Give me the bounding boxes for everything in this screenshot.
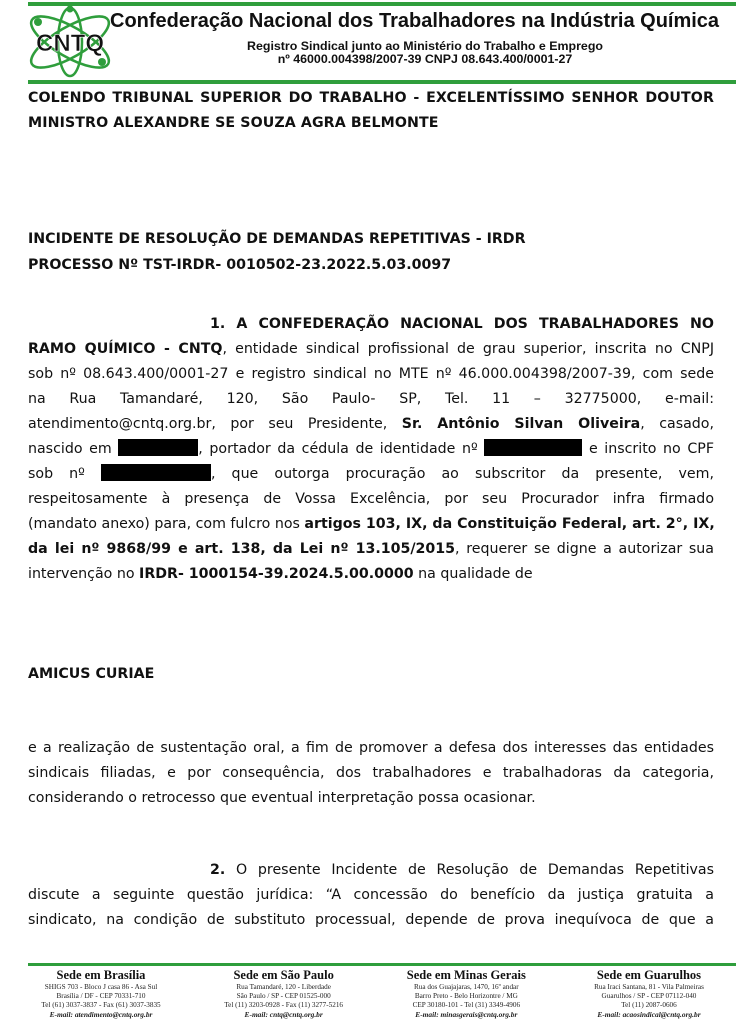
addressee-line-1: COLENDO TRIBUNAL SUPERIOR DO TRABALHO - EXCELENTÍSSIMO SENHOR DOUTOR — [28, 90, 714, 106]
footer-city: Guarulhos / SP - CEP 07112-040 — [601, 992, 697, 1000]
footer-phone: Tel (11) 3203-0928 - Fax (11) 3277-5216 — [224, 1001, 344, 1009]
footer-city: Barro Preto - Belo Horizontre / MG — [414, 992, 518, 1000]
footer-email: E-mail: minasgerais@cntq.org.br — [415, 1010, 518, 1019]
paragraph-2 — [28, 858, 714, 933]
p1-text: na qualidade de — [413, 566, 533, 582]
p4-text: O presente Incidente de Resolução de Demandas Repetitivas — [225, 862, 714, 878]
p1-legal-basis-cont: da lei nº 9868/99 e art. 138, da Lei nº 13.105/2015 — [28, 541, 455, 557]
addressee-line-2: MINISTRO ALEXANDRE SE SOUZA AGRA BELMONTE — [28, 115, 439, 131]
case-title: INCIDENTE DE RESOLUÇÃO DE DEMANDAS REPETITIVAS - IRDR — [28, 231, 526, 247]
org-name: Confederação Nacional dos Trabalhadores na Indústria Química — [110, 10, 720, 32]
registry-line: Registro Sindical junto ao Ministério do Trabalho e Emprego — [247, 39, 603, 53]
p4-line-1 — [28, 858, 714, 883]
footer-email: E-mail: cntq@cntq.org.br — [244, 1010, 323, 1019]
footer-office-title: Sede em Minas Gerais — [406, 968, 526, 982]
footer-address: Rua dos Guajajaras, 1470, 16º andar — [414, 983, 519, 991]
footer-phone: CEP 30180-101 - Tel (31) 3349-4906 — [412, 1001, 521, 1009]
p1-line-8: respeitosamente à presença de Vossa Excelência, por seu Procurador infra firmado — [28, 491, 714, 507]
amicus-curiae-heading: AMICUS CURIAE — [28, 666, 155, 682]
p1-line-3: sob nº 08.643.400/0001-27 e registro sindical no MTE nº 46.000.004398/2007-39, com sede — [28, 366, 714, 382]
p3-line-1: e a realização de sustentação oral, a fim de promover a defesa dos interesses das entidades — [28, 740, 714, 756]
registry-numbers: nº 46000.004398/2007-39 CNPJ 08.643.400/0001-27 — [277, 52, 573, 66]
p1-text: , portador da cédula de identidade nº — [198, 441, 485, 457]
p1-line-7 — [28, 462, 714, 487]
redacted-birthdate — [118, 439, 198, 456]
addressee — [28, 86, 714, 136]
footer-office-guarulhos — [558, 968, 740, 1020]
p1-line-11 — [28, 562, 714, 587]
case-number: PROCESSO Nº TST-IRDR- 0010502-23.2022.5.03.0097 — [28, 257, 452, 273]
p4-line-2: discute a seguinte questão jurídica: “A concessão do benefício da justiça gratuita a — [28, 887, 714, 903]
header-top-rule — [28, 2, 736, 6]
footer — [10, 968, 740, 1020]
p1-text: , requerer se digne a autorizar sua — [455, 541, 714, 557]
logo-text: CNTQ — [36, 30, 104, 57]
footer-rule — [28, 963, 736, 966]
footer-address: Rua Iraci Santana, 81 - Vila Palmeiras — [594, 983, 704, 991]
footer-office-minas-gerais — [375, 968, 557, 1020]
p1-line-10 — [28, 537, 714, 562]
redacted-cpf — [101, 464, 211, 481]
p3-line-2: sindicais filiadas, e por consequência, dos trabalhadores e trabalhadoras da categoria, — [28, 765, 714, 781]
footer-office-title: Sede em Guarulhos — [596, 968, 702, 982]
p1-line-2 — [28, 337, 714, 362]
p1-line-9 — [28, 512, 714, 537]
paragraph-1 — [28, 312, 714, 587]
p4-line-3: sindicato, na condição de substituto processual, depende de prova inequívoca de que a — [28, 912, 714, 928]
p1-org-name: RAMO QUÍMICO - CNTQ — [28, 341, 223, 357]
p3-line-3: considerando o retrocesso que eventual interpretação possa ocasionar. — [28, 790, 536, 806]
p1-line-5 — [28, 412, 714, 437]
p1-text: intervenção no — [28, 566, 140, 582]
p1-text: , casado, — [640, 416, 714, 432]
p1-email-text: atendimento@cntq.org.br, por seu Presidente, — [28, 416, 402, 432]
header-bottom-rule — [28, 80, 736, 84]
paragraph-oral-argument — [28, 736, 714, 811]
footer-office-sao-paulo — [193, 968, 375, 1020]
p1-line-4: na Rua Tamandaré, 120, São Paulo- SP, Tel. 11 – 32775000, e-mail: — [28, 391, 714, 407]
footer-office-brasilia — [10, 968, 192, 1020]
p1-text: e inscrito no CPF — [582, 441, 714, 457]
case-heading — [28, 226, 714, 278]
registry-info — [200, 40, 650, 66]
p1-line-1 — [28, 312, 714, 337]
p1-text: sob nº — [28, 466, 101, 482]
footer-address: SHIGS 703 - Bloco J casa 86 - Asa Sul — [44, 983, 158, 991]
footer-email: E-mail: acaosindical@cntq.org.br — [597, 1010, 701, 1019]
footer-city: São Paulo / SP - CEP 01525-000 — [236, 992, 331, 1000]
p1-president-name: Sr. Antônio Silvan Oliveira — [401, 416, 641, 432]
footer-office-title: Sede em Brasília — [56, 968, 146, 982]
footer-office-title: Sede em São Paulo — [233, 968, 334, 982]
footer-phone: Tel (11) 2087-0606 — [621, 1001, 677, 1009]
cntq-logo — [22, 4, 118, 80]
p1-irdr-number: IRDR- 1000154-39.2024.5.00.0000 — [139, 566, 414, 582]
p1-line-6 — [28, 437, 714, 462]
footer-city: Brasília / DF - CEP 70331-710 — [56, 992, 146, 1000]
p4-number: 2. — [210, 862, 226, 878]
redacted-id-number — [484, 439, 582, 456]
footer-phone: Tel (61) 3037-3837 - Fax (61) 3037-3835 — [41, 1001, 161, 1009]
footer-address: Rua Tamandaré, 120 - Liberdade — [236, 983, 331, 991]
p1-legal-basis: artigos 103, IX, da Constituição Federal, art. 2°, IX, — [304, 516, 715, 532]
p1-lead: 1. A CONFEDERAÇÃO NACIONAL DOS TRABALHADORES NO — [210, 316, 714, 332]
footer-email: E-mail: atendimento@cntq.org.br — [49, 1010, 153, 1019]
p1-text: (mandato anexo) para, com fulcro nos — [28, 516, 305, 532]
p1-text: nascido em — [28, 441, 119, 457]
p1-text: , que outorga procuração ao subscritor da presente, vem, — [210, 466, 714, 482]
p1-text: , entidade sindical profissional de grau superior, inscrita no CNPJ — [222, 341, 715, 357]
